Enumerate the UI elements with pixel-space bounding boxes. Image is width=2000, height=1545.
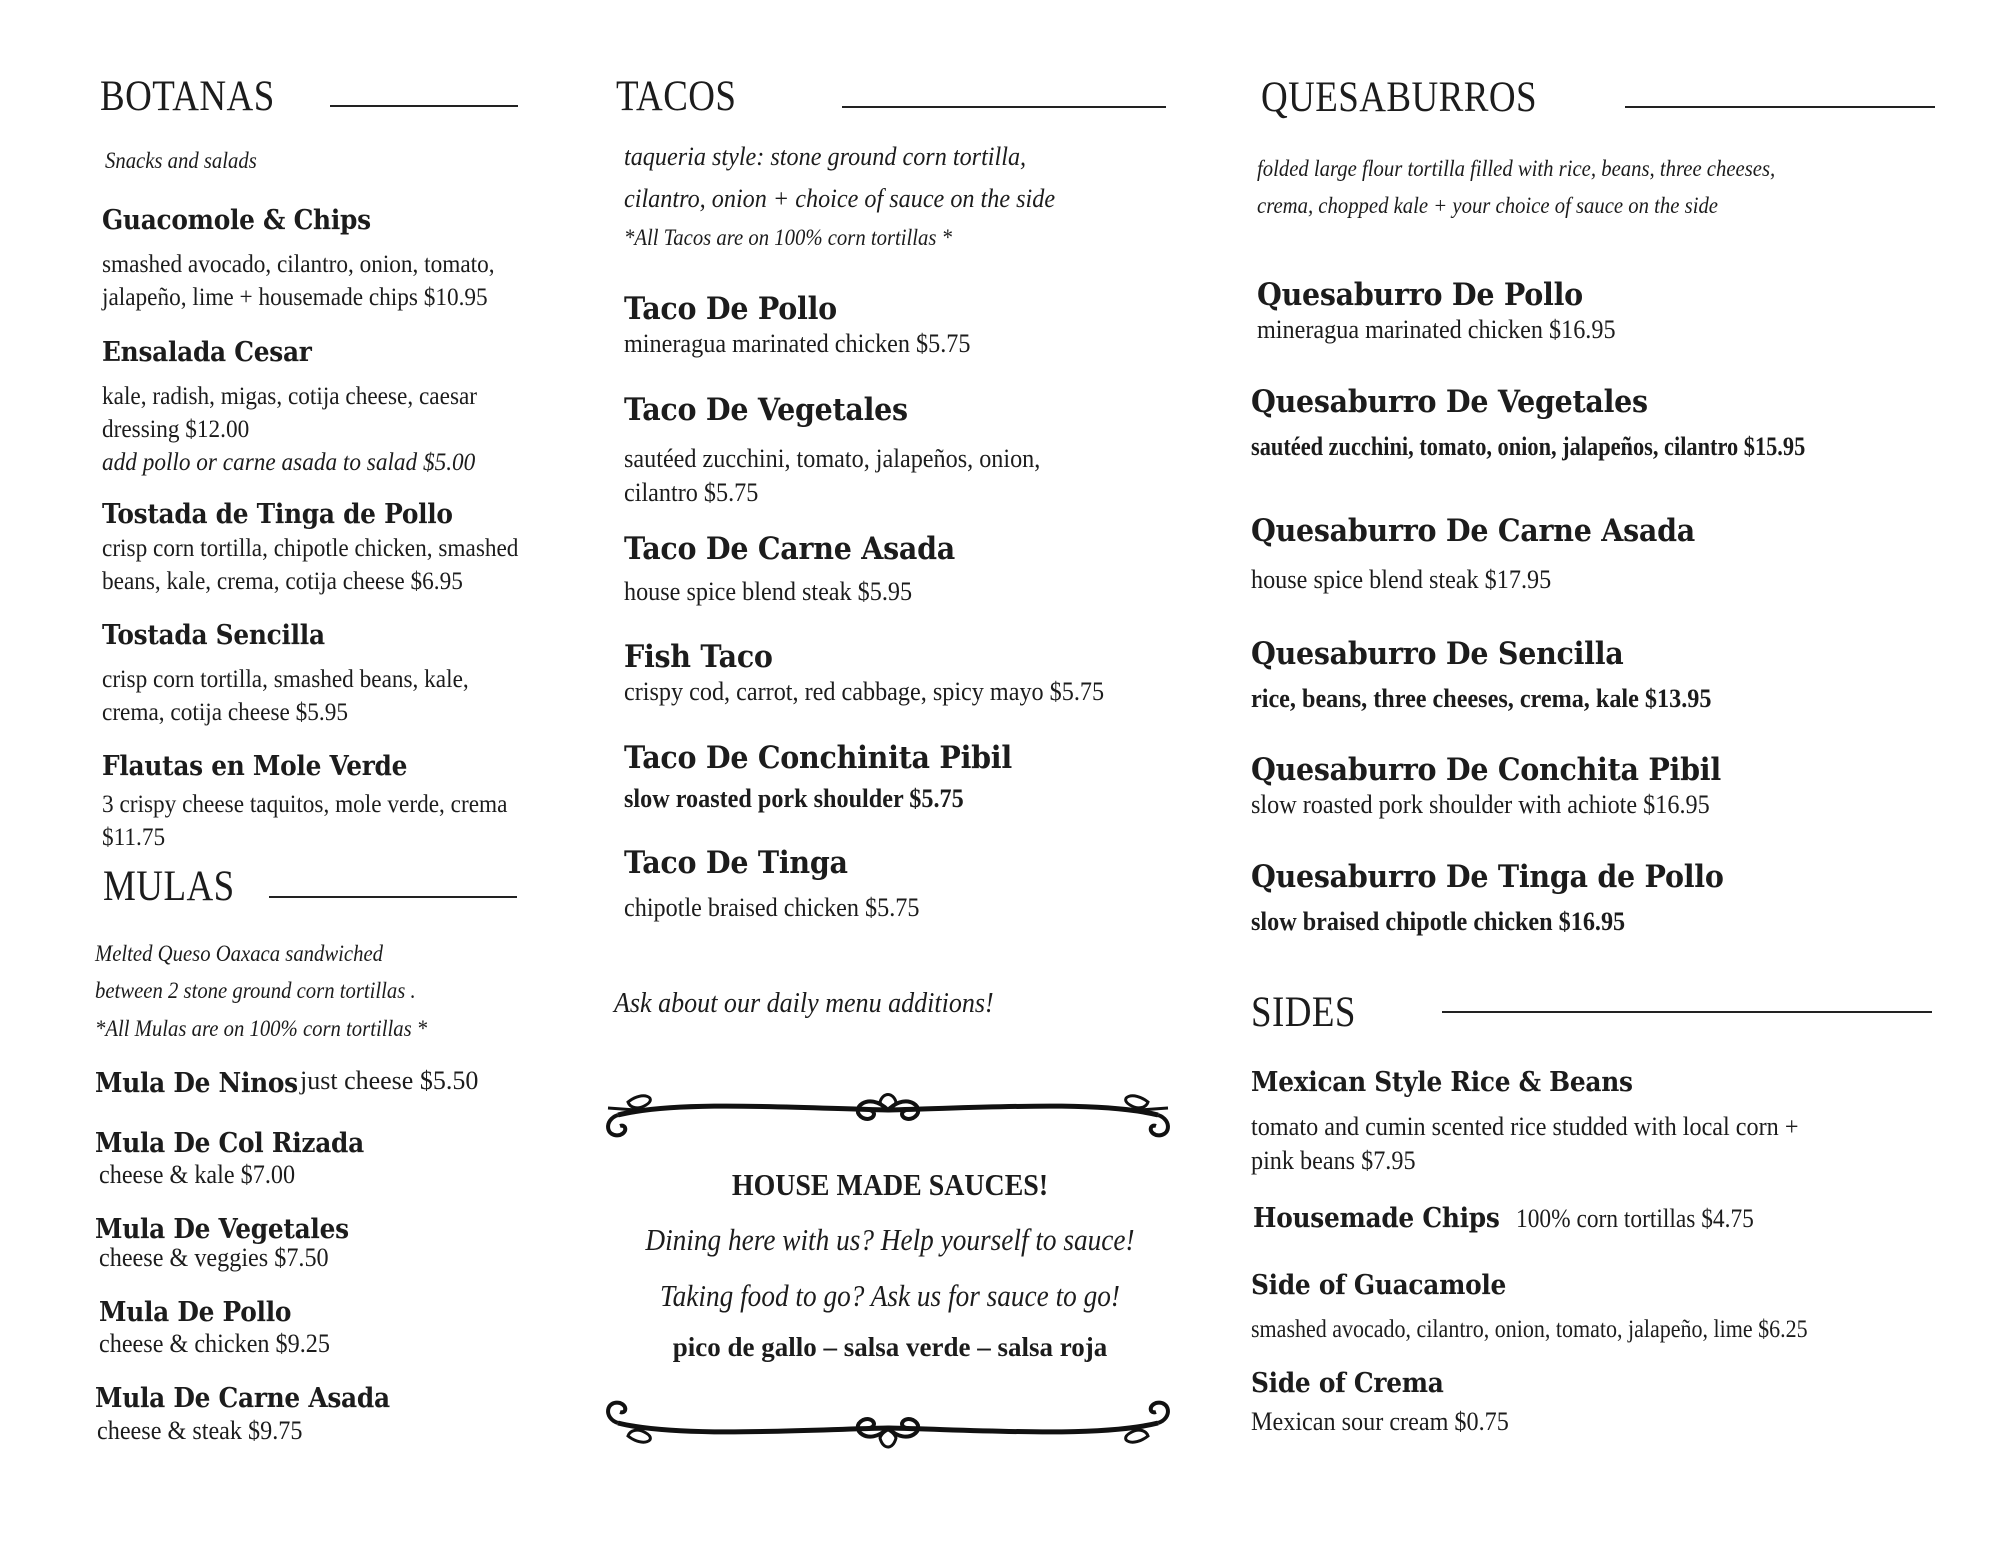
menu-item <box>102 620 522 729</box>
item-note: add pollo or carne asada to salad $5.00 <box>102 449 476 476</box>
tacos-intro-line: taqueria style: stone ground corn tortilla, <box>624 142 1027 171</box>
quesaburros-intro-line: crema, chopped kale + your choice of sauce on the side <box>1257 192 1718 218</box>
menu-item <box>1251 1067 1891 1179</box>
item-desc: slow braised chipotle chicken $16.95 <box>1251 907 1626 936</box>
quesaburros-rule <box>1625 106 1935 108</box>
item-desc: slow roasted pork shoulder $5.75 <box>624 784 964 813</box>
sauces-line-1: Dining here with us? Help yourself to sauce! <box>645 1222 1135 1257</box>
sides-rule <box>1442 1011 1932 1013</box>
tacos-header <box>616 72 756 121</box>
menu-item <box>102 205 542 314</box>
item-name: Mexican Style Rice & Beans <box>1251 1067 1633 1098</box>
item-name: Tostada de Tinga de Pollo <box>102 499 453 530</box>
item-name: Quesaburro De Tinga de Pollo <box>1251 859 1724 895</box>
item-desc: cheese & steak $9.75 <box>97 1416 303 1445</box>
menu-item <box>624 740 1164 816</box>
item-desc: slow roasted pork shoulder with achiote $16.95 <box>1251 790 1710 819</box>
item-name: Quesaburro De Conchita Pibil <box>1251 752 1721 788</box>
menu-item <box>1251 636 1931 716</box>
menu-item <box>624 845 1164 925</box>
item-desc: house spice blend steak $5.95 <box>624 577 913 606</box>
tacos-note: *All Tacos are on 100% corn tortillas * <box>624 225 952 250</box>
item-name: Quesaburro De Sencilla <box>1251 636 1624 672</box>
menu-item <box>95 1128 387 1190</box>
item-desc: sautéed zucchini, tomato, jalapeños, onion, cilantro $5.75 <box>624 444 1041 508</box>
item-desc: cheese & chicken $9.25 <box>99 1329 330 1358</box>
daily-additions: Ask about our daily menu additions! <box>614 988 994 1019</box>
mulas-header <box>103 862 256 911</box>
menu-item <box>1251 752 1931 822</box>
bottom-flourish-ornament <box>598 1388 1178 1463</box>
item-desc: chipotle braised chicken $5.75 <box>624 893 920 922</box>
sauces-line-2: Taking food to go? Ask us for sauce to go! <box>660 1278 1120 1313</box>
sides-title: SIDES <box>1251 989 1356 1036</box>
item-name: Mula De Col Rizada <box>95 1128 364 1159</box>
menu-item <box>102 337 542 479</box>
tacos-intro <box>624 136 1145 220</box>
menu-item <box>1251 384 1941 464</box>
item-desc: crisp corn tortilla, chipotle chicken, smashed beans, kale, crema, cotija cheese $6.95 <box>102 535 519 595</box>
mulas-rule <box>269 896 517 898</box>
menu-item <box>102 751 547 854</box>
item-name: Mula De Carne Asada <box>95 1383 390 1414</box>
sauces-title: HOUSE MADE SAUCES! <box>731 1167 1049 1202</box>
item-name: Side of Guacamole <box>1251 1270 1507 1301</box>
botanas-header <box>100 72 303 121</box>
item-name: Taco De Pollo <box>624 291 837 327</box>
item-name: Ensalada Cesar <box>102 337 312 368</box>
menu-item <box>624 392 1144 511</box>
menu-item <box>95 1214 371 1271</box>
quesaburros-header <box>1261 73 1582 122</box>
item-desc: house spice blend steak $17.95 <box>1251 565 1552 594</box>
menu-item <box>1257 277 1937 347</box>
mulas-intro-line: between 2 stone ground corn tortillas . <box>95 978 416 1004</box>
menu-item <box>95 1068 555 1099</box>
item-name: Quesaburro De Vegetales <box>1251 384 1648 420</box>
menu-item <box>95 1383 415 1448</box>
item-desc: tomato and cumin scented rice studded with local corn + pink beans $7.95 <box>1251 1112 1799 1176</box>
mulas-title: MULAS <box>103 863 235 910</box>
botanas-title: BOTANAS <box>100 73 275 120</box>
menu-item <box>1251 859 1931 939</box>
item-desc: rice, beans, three cheeses, crema, kale $13.95 <box>1251 684 1712 713</box>
menu-item <box>624 531 1164 609</box>
tacos-title: TACOS <box>616 73 737 120</box>
item-desc: mineragua marinated chicken $16.95 <box>1257 315 1616 344</box>
item-name: Quesaburro De Pollo <box>1257 277 1583 313</box>
menu-item <box>624 639 1184 709</box>
item-desc: smashed avocado, cilantro, onion, tomato, jalapeño, lime $6.25 <box>1251 1316 1808 1343</box>
item-desc: smashed avocado, cilantro, onion, tomato, jalapeño, lime + housemade chips $10.95 <box>102 251 495 311</box>
item-desc: crisp corn tortilla, smashed beans, kale, crema, cotija cheese $5.95 <box>102 666 469 726</box>
menu-item <box>1251 513 1931 597</box>
item-desc: cheese & veggies $7.50 <box>99 1243 329 1272</box>
mulas-intro <box>95 935 509 1047</box>
item-name: Housemade Chips <box>1253 1203 1500 1234</box>
item-desc: Mexican sour cream $0.75 <box>1251 1407 1509 1436</box>
sauces-list: pico de gallo – salsa verde – salsa roja <box>672 1332 1108 1362</box>
item-name: Flautas en Mole Verde <box>102 751 408 782</box>
menu-item <box>1251 1368 1931 1439</box>
mulas-intro-line: Melted Queso Oaxaca sandwiched <box>95 941 384 966</box>
menu-item <box>1253 1203 1933 1234</box>
item-name: Tostada Sencilla <box>102 620 325 651</box>
item-name: Quesaburro De Carne Asada <box>1251 513 1695 549</box>
item-desc: just cheese $5.50 <box>300 1066 479 1095</box>
item-desc: cheese & kale $7.00 <box>99 1160 296 1189</box>
item-desc: kale, radish, migas, cotija cheese, caesar dressing $12.00 <box>102 383 478 443</box>
item-name: Taco De Tinga <box>624 845 848 881</box>
menu-item <box>1251 1270 1951 1346</box>
tacos-intro-line: cilantro, onion + choice of sauce on the side <box>624 184 1056 214</box>
item-name: Guacomole & Chips <box>102 205 371 236</box>
item-name: Taco De Carne Asada <box>624 531 955 567</box>
menu-item <box>99 1297 347 1359</box>
item-name: Mula De Pollo <box>99 1297 292 1328</box>
item-desc: sautéed zucchini, tomato, onion, jalapeños, cilantro $15.95 <box>1251 432 1806 461</box>
menu-item <box>102 499 562 598</box>
quesaburros-intro-line: folded large flour tortilla filled with rice, beans, three cheeses, <box>1257 156 1776 181</box>
item-name: Taco De Vegetales <box>624 392 908 428</box>
item-desc: 100% corn tortillas $4.75 <box>1516 1204 1754 1233</box>
mulas-intro-line: *All Mulas are on 100% corn tortillas * <box>95 1015 428 1041</box>
menu-item <box>624 291 1164 361</box>
botanas-rule <box>330 105 518 107</box>
item-name: Mula De Vegetales <box>95 1214 349 1245</box>
quesaburros-intro <box>1257 151 1887 225</box>
sides-header <box>1251 988 1373 1037</box>
quesaburros-title: QUESABURROS <box>1261 74 1537 121</box>
item-name: Taco De Conchinita Pibil <box>624 740 1012 776</box>
item-desc: 3 crispy cheese taquitos, mole verde, crema $11.75 <box>102 791 508 851</box>
item-desc: crispy cod, carrot, red cabbage, spicy mayo $5.75 <box>624 677 1105 706</box>
item-name: Fish Taco <box>624 639 773 675</box>
item-name: Side of Crema <box>1251 1368 1444 1399</box>
top-flourish-ornament <box>598 1080 1178 1150</box>
tacos-rule <box>842 106 1166 108</box>
item-desc: mineragua marinated chicken $5.75 <box>624 329 971 358</box>
botanas-subtitle: Snacks and salads <box>105 148 257 173</box>
item-name: Mula De Ninos <box>95 1068 298 1099</box>
